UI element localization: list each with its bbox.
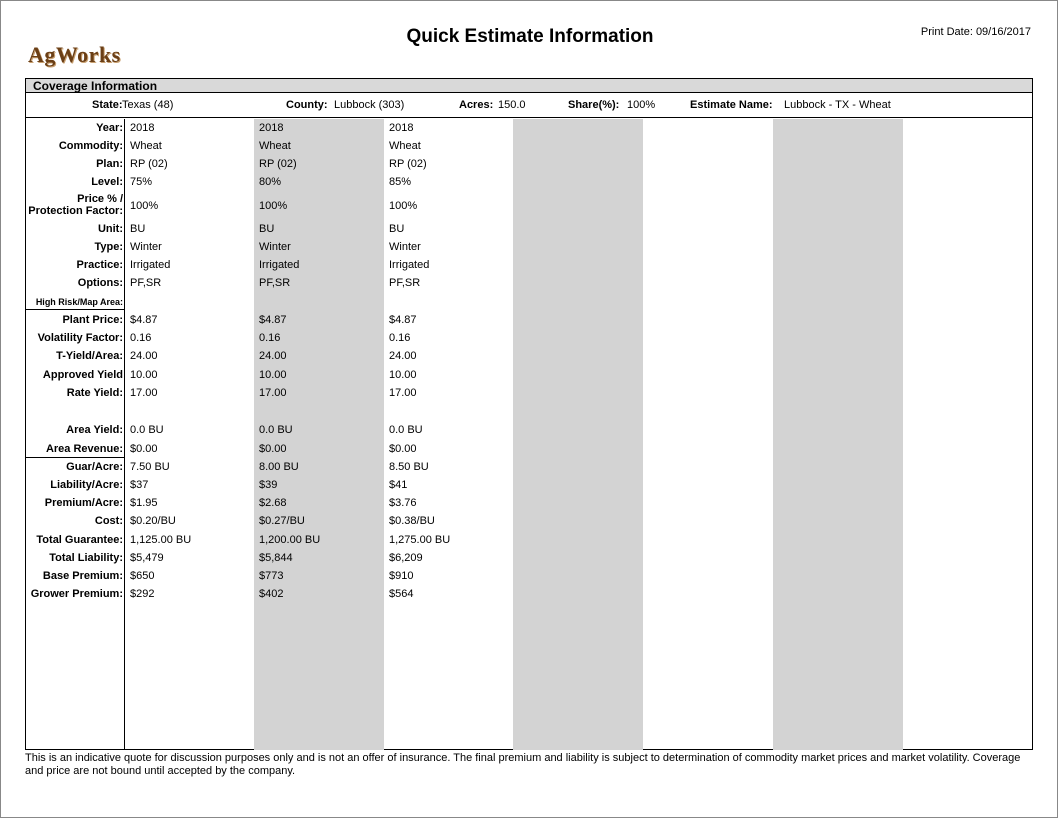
state-value: Texas (48) [122,99,174,111]
cell-base-premium: $773 [259,570,284,582]
cell-plant-price: $4.87 [389,314,417,326]
cell-commodity: Wheat [389,140,421,152]
cell-plan: RP (02) [130,158,168,170]
column-shading [773,119,903,750]
page-title: Quick Estimate Information [406,26,654,47]
cell-plant-price: $4.87 [130,314,158,326]
cell-approved-yield: 10.00 [259,369,287,381]
row-label-t-yield: T-Yield/Area: [56,350,123,362]
cell-options: PF,SR [389,277,421,289]
cell-year: 2018 [259,122,284,134]
cell-rate-yield: 17.00 [389,387,417,399]
section-divider [26,457,125,458]
cell-commodity: Wheat [259,140,291,152]
cell-level: 75% [130,176,153,188]
cell-year: 2018 [130,122,155,134]
cell-type: Winter [130,241,162,253]
cell-volatility: 0.16 [389,332,411,344]
cell-guar-acre: 8.50 BU [389,461,429,473]
cell-plant-price: $4.87 [259,314,287,326]
row-label-area-revenue: Area Revenue: [45,443,123,455]
cell-commodity: Wheat [130,140,162,152]
row-label-rate-yield: Rate Yield: [66,387,123,399]
cell-total-guarantee: 1,200.00 BU [259,534,321,546]
cell-liability-acre: $37 [130,479,149,491]
estimate-name-value: Lubbock - TX - Wheat [784,99,891,111]
row-label-grower-premium: Grower Premium: [30,588,123,600]
cell-total-liability: $6,209 [389,552,423,564]
section-divider [26,309,125,310]
row-label-liability-acre: Liability/Acre: [50,479,123,491]
county-label: County: [286,99,328,111]
share-value: 100% [627,99,656,111]
coverage-table [25,78,1033,750]
cell-level: 85% [389,176,412,188]
row-label-level: Level: [91,176,123,188]
cell-cost: $0.20/BU [130,515,176,527]
cell-practice: Irrigated [130,259,171,271]
cell-area-yield: 0.0 BU [130,424,164,436]
cell-area-revenue: $0.00 [130,443,158,455]
cell-liability-acre: $39 [259,479,278,491]
row-label-plant-price: Plant Price: [62,314,123,326]
cell-grower-premium: $402 [259,588,284,600]
estimate-grid [26,119,1032,750]
cell-approved-yield: 10.00 [130,369,158,381]
cell-options: PF,SR [259,277,291,289]
row-label-type: Type: [94,241,123,253]
row-label-year: Year: [96,122,123,134]
cell-options: PF,SR [130,277,162,289]
cell-total-liability: $5,844 [259,552,293,564]
cell-price-protection: 100% [130,200,159,212]
cell-rate-yield: 17.00 [259,387,287,399]
row-label-volatility: Volatility Factor: [37,332,123,344]
cell-area-yield: 0.0 BU [389,424,423,436]
cell-volatility: 0.16 [130,332,152,344]
cell-plan: RP (02) [259,158,297,170]
row-label-high-risk: High Risk/Map Area: [35,297,123,307]
cell-unit: BU [130,223,146,235]
row-label-options: Options: [77,277,123,289]
cell-base-premium: $910 [389,570,414,582]
cell-cost: $0.27/BU [259,515,305,527]
cell-unit: BU [389,223,405,235]
cell-practice: Irrigated [389,259,430,271]
cell-liability-acre: $41 [389,479,408,491]
disclaimer: This is an indicative quote for discussion purposes only and is not an offer of insurance. The final premium and liability is subject to determination of commodity market prices and market volatility. Coverage and price are not bound until accepted by the company. [25,752,1021,777]
row-label-unit: Unit: [97,223,123,235]
cell-unit: BU [259,223,275,235]
cell-approved-yield: 10.00 [389,369,417,381]
agworks-logo: AgWorks [28,42,121,67]
county-value: Lubbock (303) [334,99,405,111]
cell-t-yield: 24.00 [389,350,417,362]
row-label-area-yield: Area Yield: [66,424,123,436]
estimate-name-label: Estimate Name: [690,99,773,111]
cell-type: Winter [259,241,291,253]
cell-t-yield: 24.00 [130,350,158,362]
row-label-plan: Plan: [96,158,123,170]
cell-premium-acre: $2.68 [259,497,287,509]
cell-base-premium: $650 [130,570,155,582]
cell-premium-acre: $3.76 [389,497,417,509]
share-label: Share(%): [568,99,620,111]
row-label-premium-acre: Premium/Acre: [44,497,123,509]
row-label-total-liability: Total Liability: [49,552,123,564]
cell-volatility: 0.16 [259,332,281,344]
cell-premium-acre: $1.95 [130,497,158,509]
row-label-approved-yield: Approved Yield [42,369,123,381]
cell-price-protection: 100% [389,200,418,212]
cell-price-protection: 100% [259,200,288,212]
cell-guar-acre: 7.50 BU [130,461,170,473]
cell-cost: $0.38/BU [389,515,435,527]
cell-area-yield: 0.0 BU [259,424,293,436]
row-label-cost: Cost: [94,515,123,527]
cell-total-guarantee: 1,275.00 BU [389,534,451,546]
label-column-divider [124,119,125,750]
row-label-commodity: Commodity: [58,140,123,152]
cell-grower-premium: $292 [130,588,155,600]
acres-label: Acres: [459,99,494,111]
cell-area-revenue: $0.00 [259,443,287,455]
row-label-guar-acre: Guar/Acre: [66,461,123,473]
cell-year: 2018 [389,122,414,134]
cell-total-liability: $5,479 [130,552,164,564]
acres-value: 150.0 [498,99,526,111]
column-shading [513,119,643,750]
row-label-base-premium: Base Premium: [42,570,123,582]
coverage-section-title: Coverage Information [26,79,1032,93]
cell-area-revenue: $0.00 [389,443,417,455]
row-label-price-protection: Price % / Protection Factor: [28,193,123,217]
cell-type: Winter [389,241,421,253]
cell-t-yield: 24.00 [259,350,287,362]
cell-total-guarantee: 1,125.00 BU [130,534,192,546]
state-label: State: [92,99,123,111]
cell-level: 80% [259,176,282,188]
cell-practice: Irrigated [259,259,300,271]
cell-plan: RP (02) [389,158,427,170]
coverage-summary-row [26,93,1032,118]
print-date: Print Date: 09/16/2017 [920,26,1031,38]
row-label-practice: Practice: [76,259,123,271]
cell-rate-yield: 17.00 [130,387,158,399]
cell-guar-acre: 8.00 BU [259,461,299,473]
cell-grower-premium: $564 [389,588,414,600]
row-label-total-guarantee: Total Guarantee: [36,534,123,546]
